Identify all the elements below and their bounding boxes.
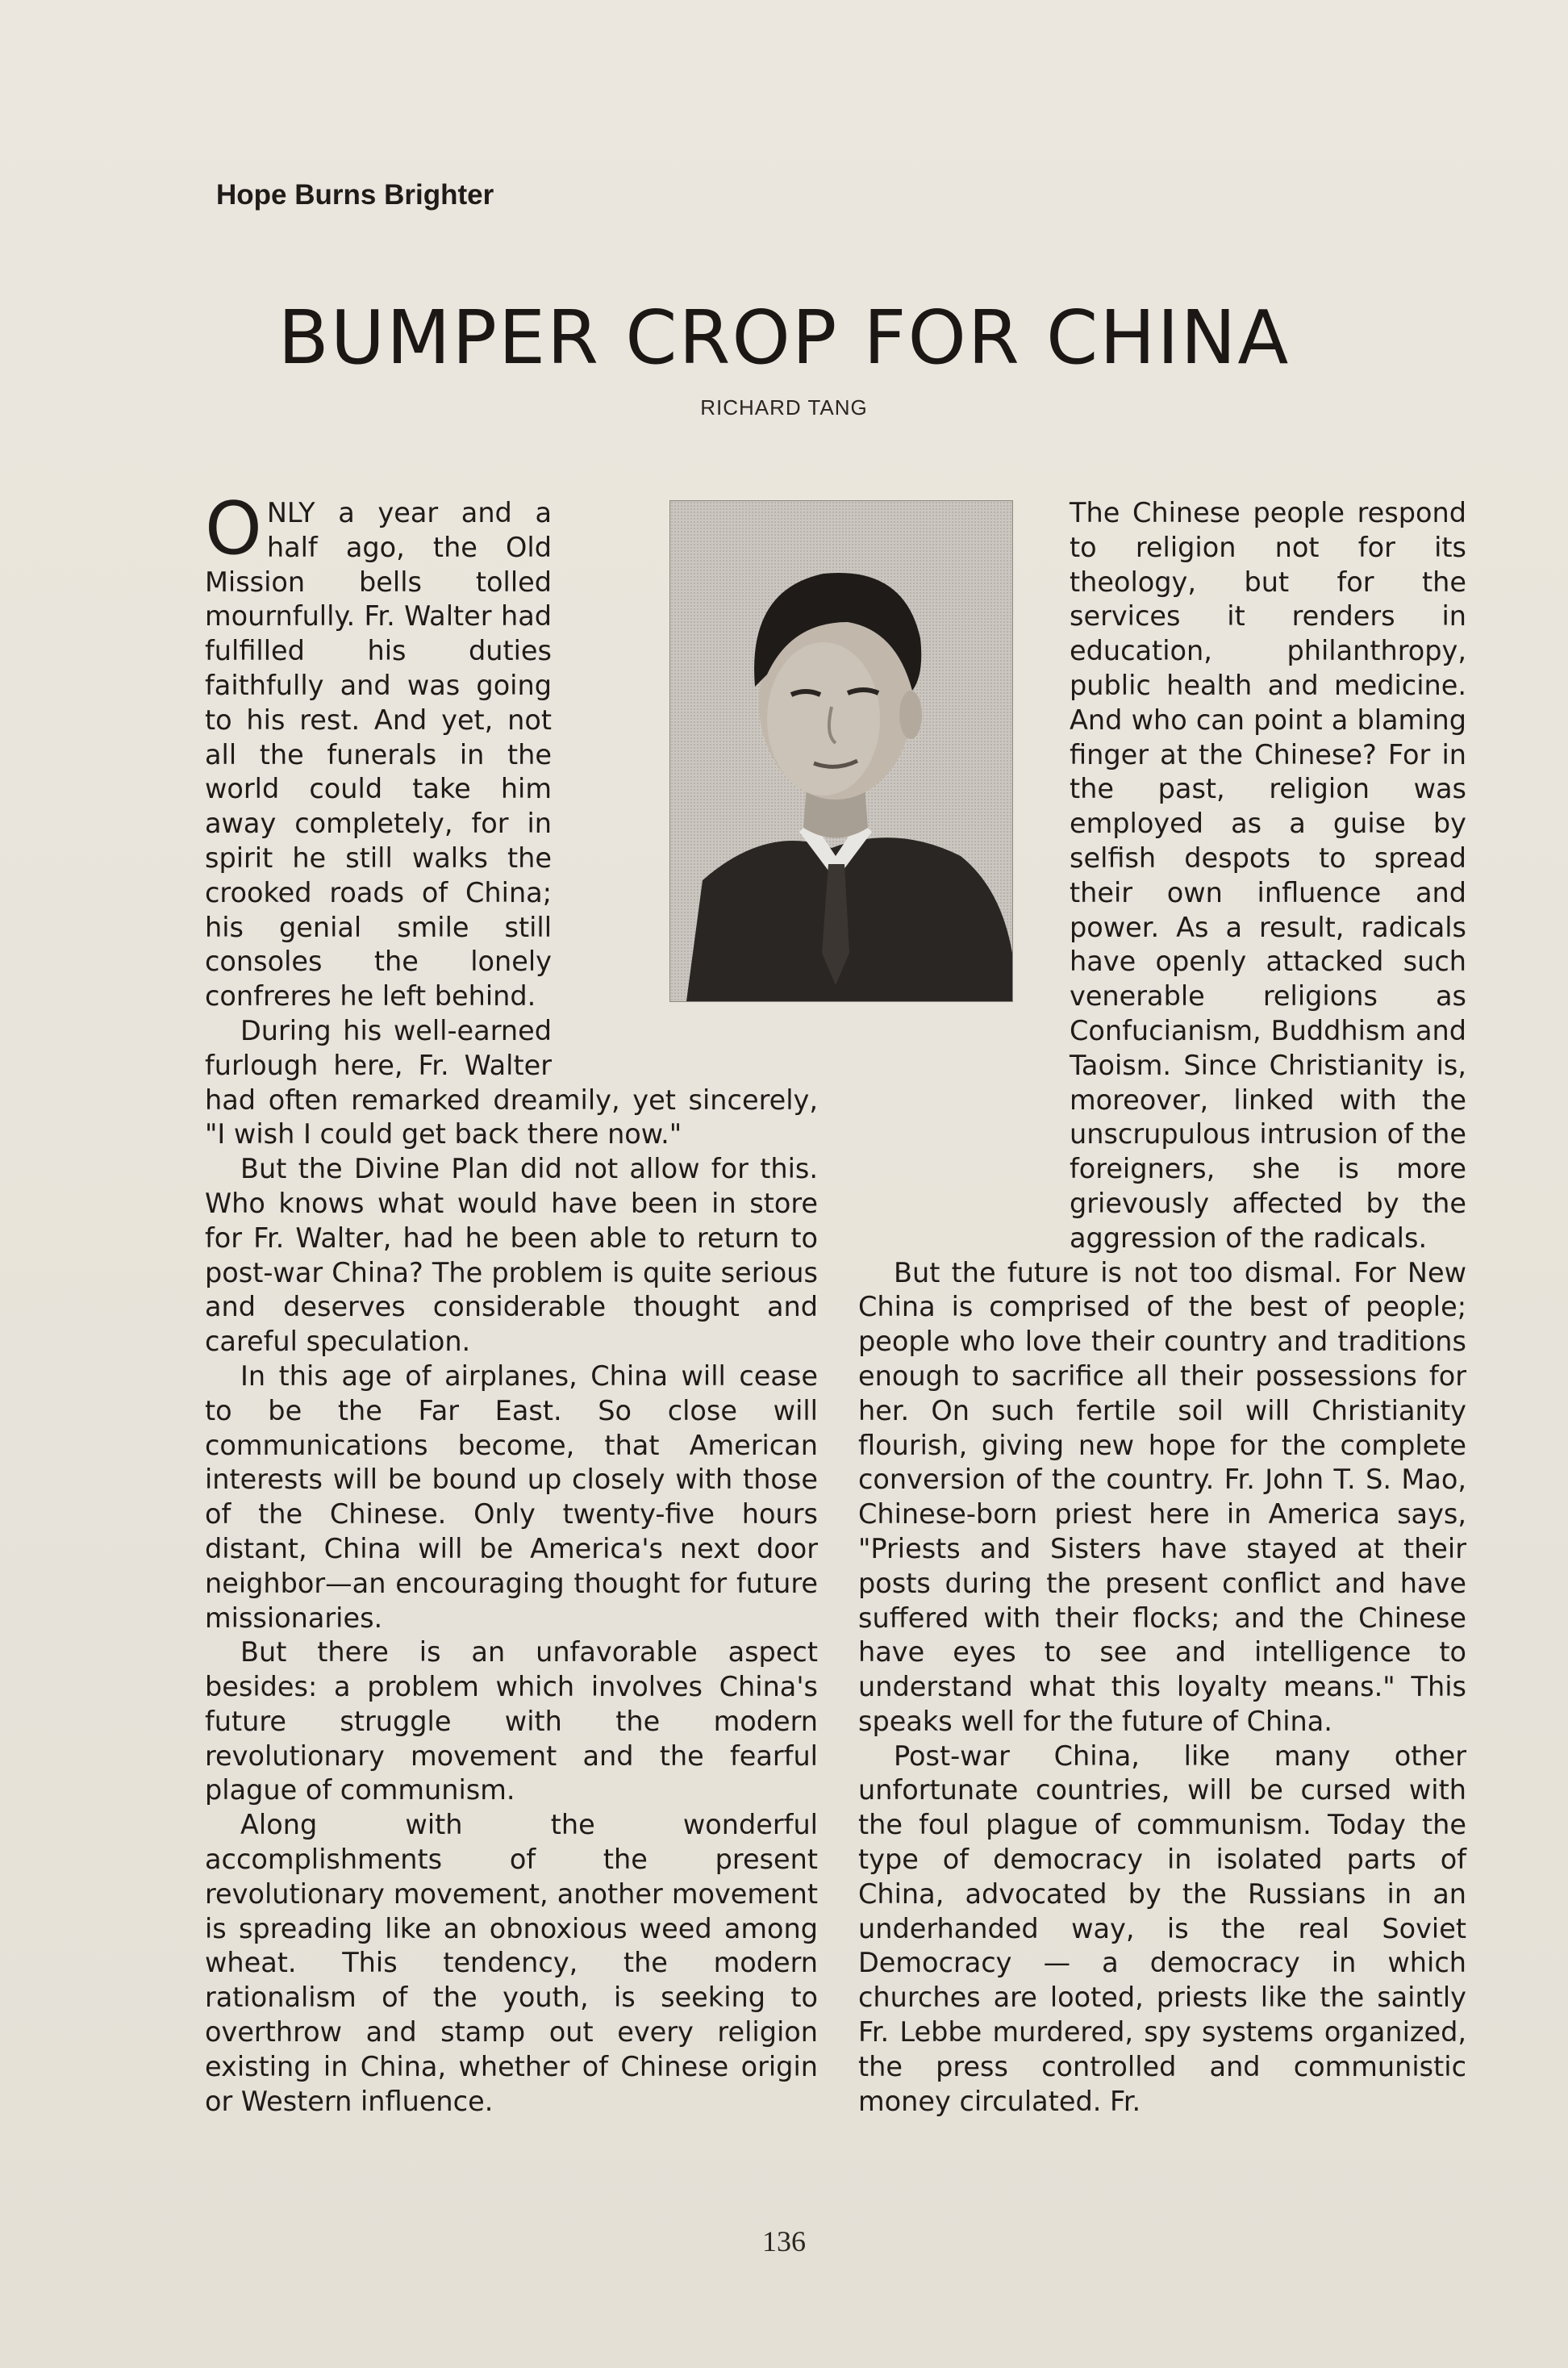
paragraph: Along with the wonderful accomplishments of the present revolutionary movement, another movement is spreading like an obnoxious weed among wheat. This tendency, the modern rationalism of the youth, is seeking to overthrow and stamp out every religion existing in China, whether of Chinese origin or Western influence. <box>205 1809 818 2117</box>
right-column <box>858 496 1466 2178</box>
article-title: BUMPER CROP FOR CHINA <box>277 294 1291 381</box>
paragraph: During his well-earned furlough here, Fr. Walter had often remarked dreamily, yet sincerely, "I wish I could get back there now." <box>205 1014 818 1151</box>
paragraph: In this age of airplanes, China will cease to be the Far East. So close will communications become, that American interests will be bound up closely with those of the Chinese. Only twenty-five hours distant, China will be America's next door neighbor—an encouraging thought for future missionaries. <box>205 1359 818 1634</box>
paragraph: The Chinese people respond to religion not for its theology, but for the services it renders in education, philanthropy, public health and medicine. And who can point a blaming finger at the Chinese? For in the past, religion was employed as a guise by selfish despots to spread their own influence and power. As a result, radicals have openly attacked such venerable religions as Confucianism, Buddhism and Taoism. Since Christianity is, moreover, linked with the unscrupulous intrusion of the foreigners, she is more grievously affected by the aggression of the radicals. <box>1070 497 1466 1254</box>
paragraph-text: NLY a year and a half ago, the Old Mission bells tolled mournfully. Fr. Walter had fulfilled his duties faithfully and was going to his rest. And yet, not all the funerals in the world could take him away completely, for in spirit he still walks the crooked roads of China; his genial smile still consoles the lonely confreres he left behind. <box>205 497 552 1013</box>
article-author: RICHARD TANG <box>700 395 868 420</box>
page-number: 136 <box>762 2225 806 2257</box>
drop-cap: O <box>205 487 262 571</box>
photo-wrap-space <box>552 496 818 1069</box>
paragraph: But the Divine Plan did not allow for this. Who knows what would have been in store for Fr. Walter, had he been able to return to post-war China? The problem is quite serious and deserves considerable thought and careful speculation. <box>205 1153 818 1358</box>
paragraph: Post-war China, like many other unfortunate countries, will be cursed with the foul plague of communism. Today the type of democracy in isolated parts of China, advocated by the Russians in an underhanded way, is the real Soviet Democracy — a democracy in which churches are looted, priests like the saintly Fr. Lebbe murdered, spy systems organized, the press controlled and communistic money circulated. Fr. <box>858 1739 1466 2117</box>
section-kicker: Hope Burns Brighter <box>216 179 494 211</box>
paragraph: But there is an unfavorable aspect besides: a problem which involves China's future struggle with the modern revolutionary movement and the fearful plague of communism. <box>205 1636 818 1806</box>
left-column <box>205 487 818 2178</box>
paragraph: But the future is not too dismal. For New China is comprised of the best of people; people who love their country and traditions enough to sacrifice all their possessions for her. On such fertile soil will Christianity flourish, giving new hope for the complete conversion of the country. Fr. John T. S. Mao, Chinese-born priest here in America says, "Priests and Sisters have stayed at their posts during the present conflict and have suffered with their flocks; and the Chinese have eyes to see and intelligence to understand what this loyalty means." This speaks well for the future of China. <box>858 1256 1466 1737</box>
